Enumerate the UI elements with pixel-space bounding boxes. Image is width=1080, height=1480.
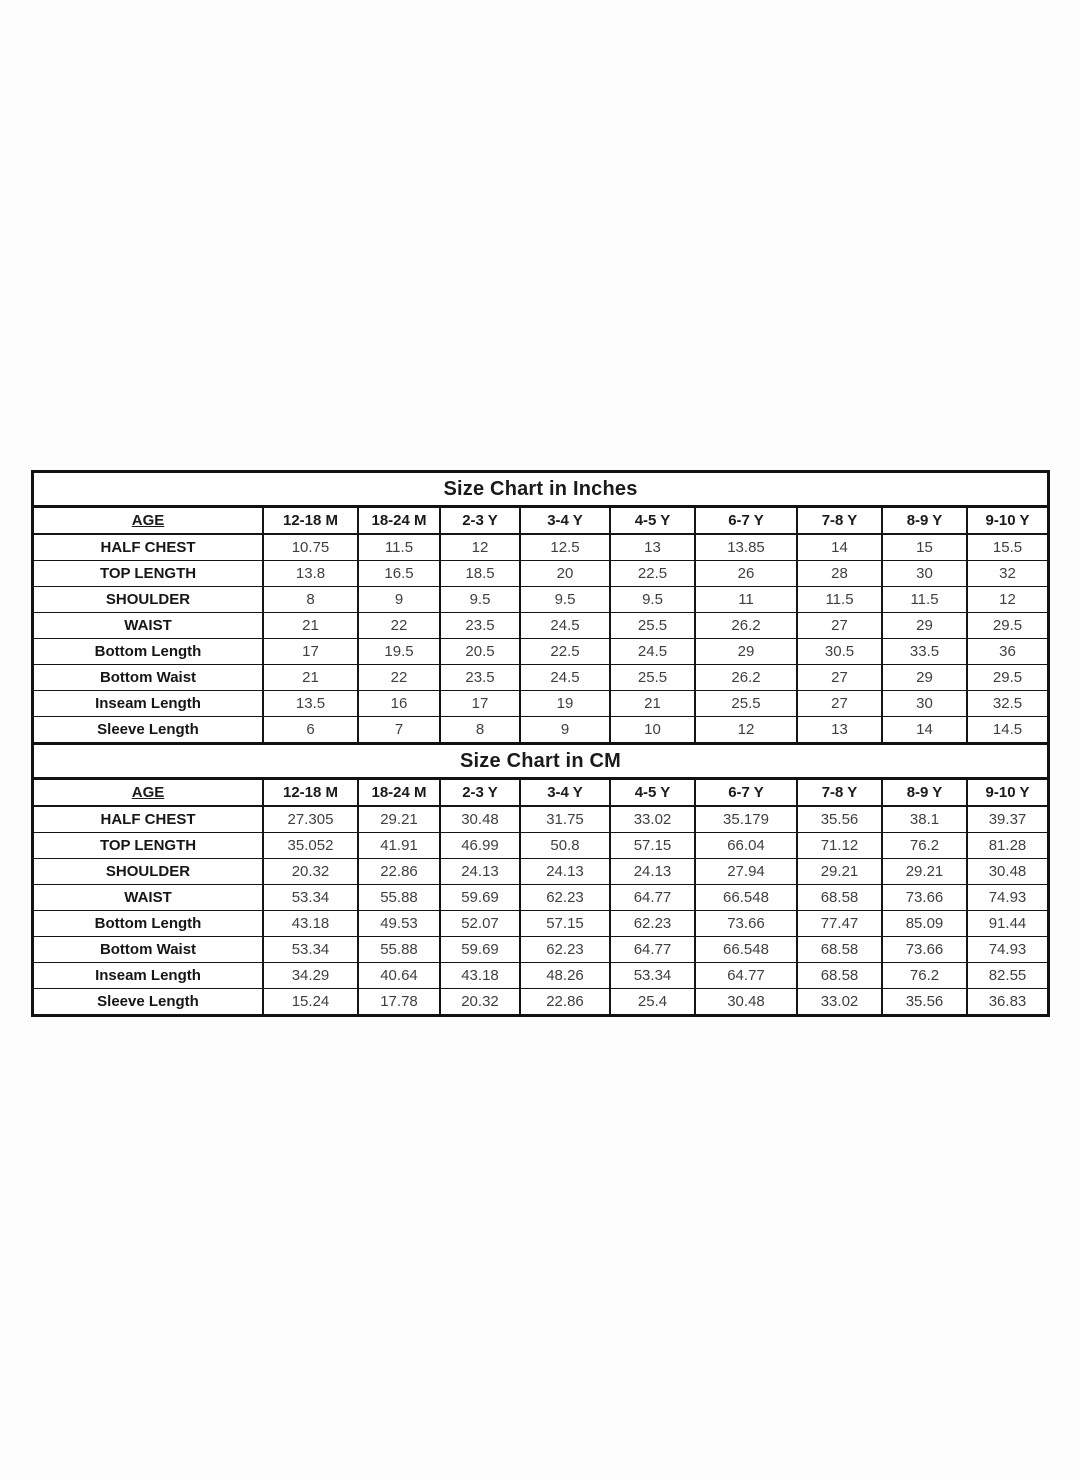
value-cell: 34.29	[263, 963, 358, 989]
value-cell: 27	[797, 665, 882, 691]
value-cell: 59.69	[440, 937, 520, 963]
value-cell: 66.548	[695, 885, 797, 911]
value-cell: 33.5	[882, 639, 967, 665]
size-column-header: 2-3 Y	[440, 780, 520, 806]
table-row	[34, 639, 1047, 665]
row-label: Bottom Length	[34, 911, 263, 937]
value-cell: 14.5	[967, 717, 1047, 743]
value-cell: 11.5	[882, 587, 967, 613]
value-cell: 25.5	[610, 665, 695, 691]
value-cell: 19	[520, 691, 610, 717]
value-cell: 29	[882, 613, 967, 639]
value-cell: 32	[967, 561, 1047, 587]
value-cell: 68.58	[797, 963, 882, 989]
value-cell: 81.28	[967, 833, 1047, 859]
value-cell: 11	[695, 587, 797, 613]
value-cell: 27	[797, 613, 882, 639]
value-cell: 35.179	[695, 806, 797, 833]
value-cell: 15	[882, 534, 967, 561]
value-cell: 22.5	[520, 639, 610, 665]
value-cell: 73.66	[882, 885, 967, 911]
value-cell: 43.18	[263, 911, 358, 937]
table-row	[34, 665, 1047, 691]
value-cell: 55.88	[358, 937, 440, 963]
value-cell: 36	[967, 639, 1047, 665]
size-chart-cm-section	[34, 742, 1047, 1014]
cm-table-title: Size Chart in CM	[34, 742, 1047, 780]
value-cell: 12	[440, 534, 520, 561]
value-cell: 25.5	[610, 613, 695, 639]
table-row	[34, 963, 1047, 989]
value-cell: 12.5	[520, 534, 610, 561]
value-cell: 55.88	[358, 885, 440, 911]
row-label: TOP LENGTH	[34, 561, 263, 587]
value-cell: 9.5	[440, 587, 520, 613]
value-cell: 8	[263, 587, 358, 613]
value-cell: 74.93	[967, 885, 1047, 911]
table-row	[34, 885, 1047, 911]
size-column-header: 18-24 M	[358, 780, 440, 806]
value-cell: 28	[797, 561, 882, 587]
value-cell: 30.48	[440, 806, 520, 833]
value-cell: 35.56	[797, 806, 882, 833]
value-cell: 22	[358, 613, 440, 639]
row-label: Inseam Length	[34, 691, 263, 717]
table-row	[34, 587, 1047, 613]
size-column-header: 8-9 Y	[882, 508, 967, 534]
value-cell: 26	[695, 561, 797, 587]
size-column-header: 9-10 Y	[967, 780, 1047, 806]
value-cell: 30.5	[797, 639, 882, 665]
table-row	[34, 717, 1047, 743]
table-row	[34, 534, 1047, 561]
value-cell: 20.5	[440, 639, 520, 665]
size-chart	[31, 470, 1050, 1017]
value-cell: 22.5	[610, 561, 695, 587]
table-row	[34, 911, 1047, 937]
value-cell: 24.13	[520, 859, 610, 885]
table-row	[34, 937, 1047, 963]
value-cell: 29	[882, 665, 967, 691]
value-cell: 33.02	[797, 989, 882, 1015]
value-cell: 7	[358, 717, 440, 743]
value-cell: 76.2	[882, 833, 967, 859]
value-cell: 66.548	[695, 937, 797, 963]
value-cell: 10.75	[263, 534, 358, 561]
value-cell: 91.44	[967, 911, 1047, 937]
value-cell: 15.24	[263, 989, 358, 1015]
size-column-header: 12-18 M	[263, 780, 358, 806]
table-row	[34, 691, 1047, 717]
value-cell: 57.15	[520, 911, 610, 937]
value-cell: 11.5	[358, 534, 440, 561]
table-row	[34, 989, 1047, 1015]
value-cell: 23.5	[440, 665, 520, 691]
value-cell: 13	[797, 717, 882, 743]
table-row	[34, 806, 1047, 833]
header-row	[34, 780, 1047, 806]
size-column-header: 7-8 Y	[797, 780, 882, 806]
value-cell: 59.69	[440, 885, 520, 911]
value-cell: 30	[882, 691, 967, 717]
value-cell: 19.5	[358, 639, 440, 665]
value-cell: 21	[263, 613, 358, 639]
value-cell: 27.94	[695, 859, 797, 885]
value-cell: 9	[520, 717, 610, 743]
value-cell: 46.99	[440, 833, 520, 859]
value-cell: 77.47	[797, 911, 882, 937]
size-column-header: 9-10 Y	[967, 508, 1047, 534]
value-cell: 23.5	[440, 613, 520, 639]
value-cell: 50.8	[520, 833, 610, 859]
size-table-cm	[34, 780, 1047, 1014]
value-cell: 29.5	[967, 613, 1047, 639]
row-label: HALF CHEST	[34, 534, 263, 561]
table-row	[34, 859, 1047, 885]
value-cell: 17	[263, 639, 358, 665]
value-cell: 29.5	[967, 665, 1047, 691]
value-cell: 41.91	[358, 833, 440, 859]
row-label: SHOULDER	[34, 587, 263, 613]
size-chart-inches-section	[34, 473, 1047, 742]
row-label: Sleeve Length	[34, 717, 263, 743]
value-cell: 9.5	[610, 587, 695, 613]
value-cell: 30.48	[695, 989, 797, 1015]
value-cell: 71.12	[797, 833, 882, 859]
row-label: Inseam Length	[34, 963, 263, 989]
row-label: SHOULDER	[34, 859, 263, 885]
value-cell: 24.13	[440, 859, 520, 885]
size-column-header: 3-4 Y	[520, 508, 610, 534]
size-column-header: 4-5 Y	[610, 508, 695, 534]
row-label: TOP LENGTH	[34, 833, 263, 859]
value-cell: 20.32	[440, 989, 520, 1015]
value-cell: 22	[358, 665, 440, 691]
value-cell: 13.85	[695, 534, 797, 561]
value-cell: 13	[610, 534, 695, 561]
size-table-inches	[34, 508, 1047, 742]
value-cell: 20.32	[263, 859, 358, 885]
value-cell: 21	[610, 691, 695, 717]
value-cell: 64.77	[610, 937, 695, 963]
value-cell: 6	[263, 717, 358, 743]
row-label: Sleeve Length	[34, 989, 263, 1015]
value-cell: 26.2	[695, 665, 797, 691]
value-cell: 29.21	[882, 859, 967, 885]
value-cell: 17	[440, 691, 520, 717]
value-cell: 73.66	[882, 937, 967, 963]
value-cell: 24.5	[610, 639, 695, 665]
value-cell: 9	[358, 587, 440, 613]
value-cell: 74.93	[967, 937, 1047, 963]
row-label: HALF CHEST	[34, 806, 263, 833]
value-cell: 36.83	[967, 989, 1047, 1015]
value-cell: 35.56	[882, 989, 967, 1015]
value-cell: 21	[263, 665, 358, 691]
value-cell: 64.77	[610, 885, 695, 911]
value-cell: 16.5	[358, 561, 440, 587]
inches-table-title: Size Chart in Inches	[34, 473, 1047, 508]
size-column-header: 6-7 Y	[695, 780, 797, 806]
value-cell: 73.66	[695, 911, 797, 937]
value-cell: 13.8	[263, 561, 358, 587]
value-cell: 22.86	[358, 859, 440, 885]
value-cell: 31.75	[520, 806, 610, 833]
table-row	[34, 613, 1047, 639]
size-column-header: 18-24 M	[358, 508, 440, 534]
value-cell: 11.5	[797, 587, 882, 613]
value-cell: 62.23	[520, 885, 610, 911]
header-row	[34, 508, 1047, 534]
value-cell: 76.2	[882, 963, 967, 989]
value-cell: 29	[695, 639, 797, 665]
value-cell: 62.23	[610, 911, 695, 937]
value-cell: 82.55	[967, 963, 1047, 989]
value-cell: 43.18	[440, 963, 520, 989]
value-cell: 30.48	[967, 859, 1047, 885]
value-cell: 22.86	[520, 989, 610, 1015]
value-cell: 66.04	[695, 833, 797, 859]
value-cell: 13.5	[263, 691, 358, 717]
value-cell: 48.26	[520, 963, 610, 989]
value-cell: 35.052	[263, 833, 358, 859]
value-cell: 16	[358, 691, 440, 717]
value-cell: 40.64	[358, 963, 440, 989]
value-cell: 62.23	[520, 937, 610, 963]
value-cell: 64.77	[695, 963, 797, 989]
row-label: WAIST	[34, 885, 263, 911]
value-cell: 14	[797, 534, 882, 561]
value-cell: 9.5	[520, 587, 610, 613]
value-cell: 85.09	[882, 911, 967, 937]
value-cell: 24.5	[520, 665, 610, 691]
value-cell: 10	[610, 717, 695, 743]
value-cell: 24.13	[610, 859, 695, 885]
size-column-header: 8-9 Y	[882, 780, 967, 806]
value-cell: 30	[882, 561, 967, 587]
value-cell: 53.34	[263, 885, 358, 911]
value-cell: 24.5	[520, 613, 610, 639]
value-cell: 20	[520, 561, 610, 587]
value-cell: 32.5	[967, 691, 1047, 717]
size-column-header: 3-4 Y	[520, 780, 610, 806]
value-cell: 68.58	[797, 937, 882, 963]
value-cell: 68.58	[797, 885, 882, 911]
value-cell: 26.2	[695, 613, 797, 639]
size-column-header: 2-3 Y	[440, 508, 520, 534]
size-column-header: 6-7 Y	[695, 508, 797, 534]
value-cell: 8	[440, 717, 520, 743]
value-cell: 14	[882, 717, 967, 743]
value-cell: 15.5	[967, 534, 1047, 561]
age-header-cell: AGE	[34, 780, 263, 806]
size-column-header: 7-8 Y	[797, 508, 882, 534]
value-cell: 17.78	[358, 989, 440, 1015]
value-cell: 25.5	[695, 691, 797, 717]
value-cell: 12	[967, 587, 1047, 613]
value-cell: 25.4	[610, 989, 695, 1015]
value-cell: 18.5	[440, 561, 520, 587]
value-cell: 39.37	[967, 806, 1047, 833]
row-label: Bottom Waist	[34, 937, 263, 963]
value-cell: 53.34	[263, 937, 358, 963]
size-column-header: 12-18 M	[263, 508, 358, 534]
value-cell: 29.21	[358, 806, 440, 833]
size-column-header: 4-5 Y	[610, 780, 695, 806]
value-cell: 33.02	[610, 806, 695, 833]
value-cell: 49.53	[358, 911, 440, 937]
row-label: Bottom Waist	[34, 665, 263, 691]
value-cell: 57.15	[610, 833, 695, 859]
age-header-cell: AGE	[34, 508, 263, 534]
value-cell: 27	[797, 691, 882, 717]
value-cell: 12	[695, 717, 797, 743]
value-cell: 27.305	[263, 806, 358, 833]
value-cell: 38.1	[882, 806, 967, 833]
row-label: Bottom Length	[34, 639, 263, 665]
value-cell: 53.34	[610, 963, 695, 989]
row-label: WAIST	[34, 613, 263, 639]
value-cell: 52.07	[440, 911, 520, 937]
table-row	[34, 561, 1047, 587]
table-row	[34, 833, 1047, 859]
value-cell: 29.21	[797, 859, 882, 885]
